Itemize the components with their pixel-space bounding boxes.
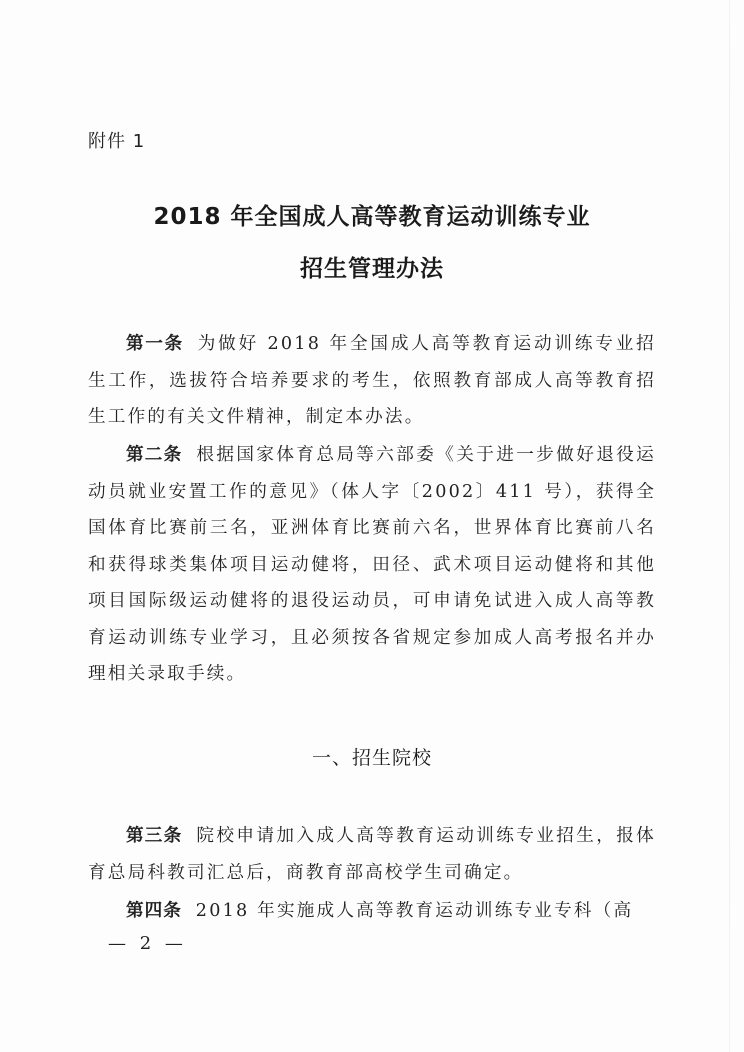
document-title-line-1: 2018 年全国成人高等教育运动训练专业	[153, 204, 591, 230]
page-number: — 2 —	[108, 933, 187, 954]
section-heading: 一、招生院校	[311, 747, 432, 769]
article-4-lead: 第四条	[126, 901, 182, 921]
article-3-text: 院校申请加入成人高等教育运动训练专业招生，报体育总局科教司汇总后，商教育部高校学生司确定。	[88, 826, 656, 883]
article-1	[88, 326, 656, 436]
attachment-label: 附件 1	[88, 131, 146, 152]
document-title-line-2: 招生管理办法	[300, 256, 444, 282]
scan-edge	[729, 0, 730, 1052]
article-2-lead: 第二条	[126, 445, 183, 465]
article-3	[88, 818, 656, 891]
article-1-text: 为做好 2018 年全国成人高等教育运动训练专业招生工作，选拔符合培养要求的考生，依照教育部成人高等教育招生工作的有关文件精神，制定本办法。	[88, 334, 656, 427]
article-1-lead: 第一条	[126, 334, 184, 354]
article-4	[88, 893, 656, 930]
article-3-lead: 第三条	[126, 826, 183, 846]
article-4-text: 2018 年实施成人高等教育运动训练专业专科（高	[195, 901, 634, 921]
article-2-text: 根据国家体育总局等六部委《关于进一步做好退役运动员就业安置工作的意见》（体人字〔2002〕411 号），获得全国体育比赛前三名，亚洲体育比赛前六名，世界体育比赛前八名和获得球类集体项目运动健将，田径、武术项目运动健将和其他项目国际级运动健将的退役运动员，可申请免试进入成人高等教育运动训练专业学习，且必须按各省规定参加成人高考报名并办理相关录取手续。	[88, 445, 656, 684]
article-2	[88, 437, 656, 693]
